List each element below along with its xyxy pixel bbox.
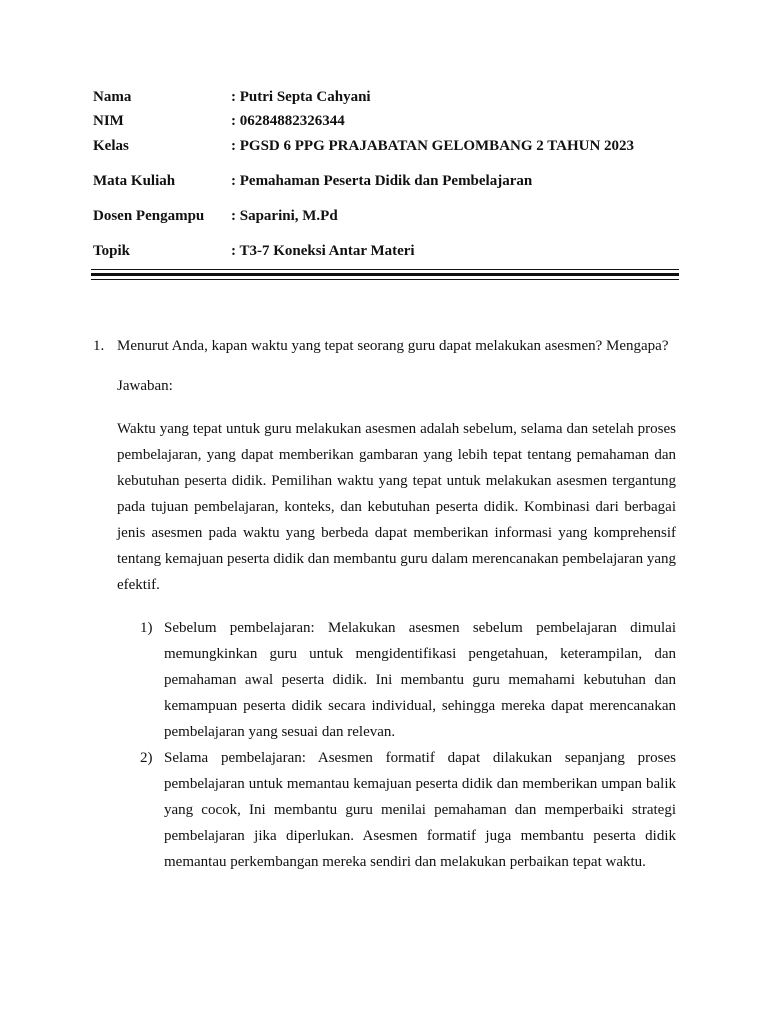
info-row-nim: [93, 110, 345, 132]
document-body: [93, 333, 676, 875]
info-row-topik: [93, 240, 415, 262]
info-label: Mata Kuliah: [93, 173, 176, 189]
info-value: : PGSD 6 PPG PRAJABATAN GELOMBANG 2 TAHUN 2023: [231, 138, 635, 154]
info-value: : Putri Septa Cahyani: [231, 89, 371, 105]
info-value: : Pemahaman Peserta Didik dan Pembelajaran: [231, 173, 533, 189]
list-item: [140, 615, 676, 745]
info-label: NIM: [93, 113, 124, 129]
header-divider-thin-bottom: [91, 279, 679, 280]
answer-label: Jawaban:: [117, 378, 173, 394]
header-divider-thin-top: [91, 269, 679, 270]
info-value: : 06284882326344: [231, 113, 345, 129]
info-row-kelas: [93, 135, 634, 157]
list-item: [140, 745, 676, 875]
question-item: [93, 333, 676, 359]
info-label: Dosen Pengampu: [93, 208, 205, 224]
info-label: Kelas: [93, 138, 129, 154]
answer-sub-list: [140, 615, 676, 875]
header-divider-thick: [91, 273, 679, 276]
info-value: : Saparini, M.Pd: [231, 208, 338, 224]
info-label: Topik: [93, 243, 130, 259]
list-item-number: 1): [140, 620, 153, 636]
info-label: Nama: [93, 89, 132, 105]
info-row-nama: [93, 86, 371, 108]
info-value: : T3-7 Koneksi Antar Materi: [231, 243, 415, 259]
list-item-text: Sebelum pembelajaran: Melakukan asesmen sebelum pembelajaran dimulai memungkinkan guru untuk mengidentifikasi pengetahuan, keterampilan, dan pemahaman awal peserta didik. Ini membantu guru memahami kebutuhan dan kemampuan peserta didik secara individual, sehingga mereka dapat merencanakan pembelajaran yang sesuai dan relevan.: [164, 620, 676, 740]
list-item-number: 2): [140, 750, 153, 766]
answer-paragraph: Waktu yang tepat untuk guru melakukan asesmen adalah sebelum, selama dan setelah proses pembelajaran, yang dapat memberikan gambaran yang lebih tepat tentang pemahaman dan kebutuhan peserta didik. Pemilihan waktu yang tepat untuk melakukan asesmen tergantung pada tujuan pembelajaran, konteks, dan kebutuhan peserta didik. Kombinasi dari berbagai jenis asesmen pada waktu yang berbeda dapat memberikan informasi yang komprehensif tentang kemajuan peserta didik dan membantu guru dalam merencanakan pembelajaran yang efektif.: [117, 421, 676, 593]
question-text: Menurut Anda, kapan waktu yang tepat seorang guru dapat melakukan asesmen? Mengapa?: [117, 338, 669, 354]
info-row-dosen-pengampu: [93, 205, 338, 227]
question-number: 1.: [93, 338, 105, 354]
list-item-text: Selama pembelajaran: Asesmen formatif dapat dilakukan sepanjang proses pembelajaran untuk memantau kemajuan peserta didik dan memberikan umpan balik yang cocok, Ini membantu guru menilai pemahaman dan memperbaiki strategi pembelajaran jika diperlukan. Asesmen formatif juga membantu peserta didik memantau perkembangan mereka sendiri dan melakukan perbaikan tepat waktu.: [164, 750, 676, 870]
info-row-mata-kuliah: [93, 170, 532, 192]
